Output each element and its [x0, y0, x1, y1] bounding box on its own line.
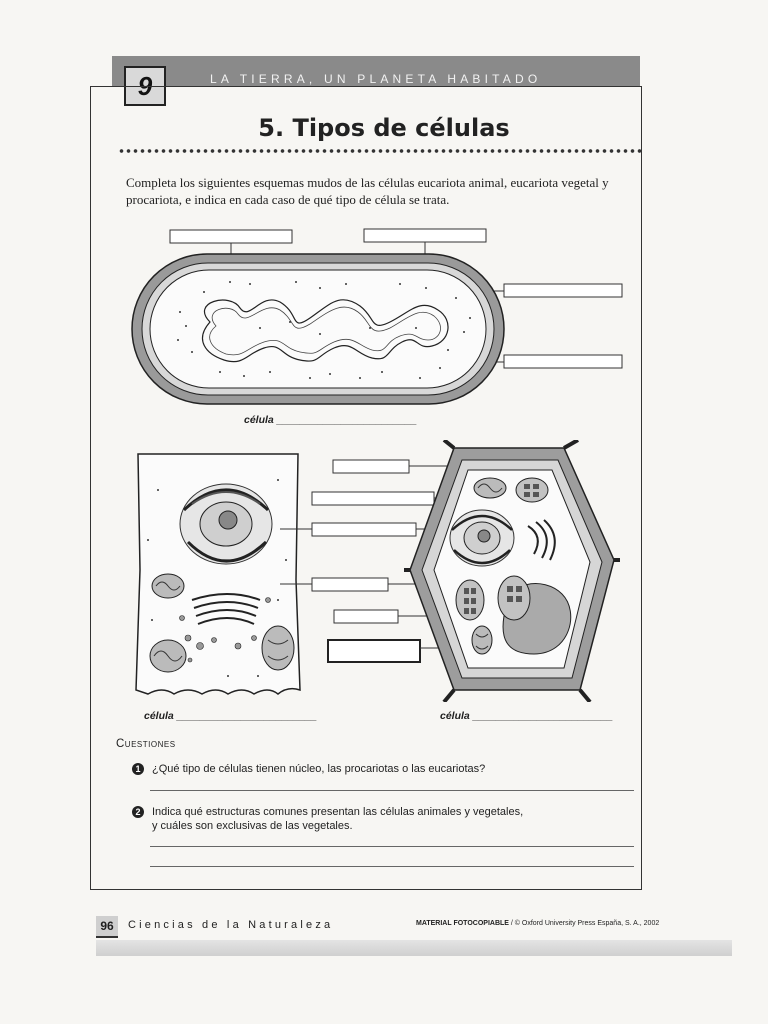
label-box-1[interactable] — [170, 230, 292, 243]
book-title: Ciencias de la Naturaleza — [128, 919, 334, 931]
worksheet-title: 5. Tipos de células — [258, 114, 510, 142]
question-2-text-line1: Indica qué estructuras comunes presentan las células animales y vegetales, — [152, 806, 524, 818]
answer-line-2[interactable] — [150, 846, 634, 847]
question-2 — [132, 805, 523, 833]
question-1 — [132, 762, 485, 776]
label-box-2[interactable] — [364, 229, 486, 242]
cuestiones-heading: Cuestiones — [116, 738, 176, 750]
answer-line-3[interactable] — [150, 866, 634, 867]
chapter-number: 9 — [137, 70, 153, 101]
dotted-divider — [118, 148, 642, 154]
answer-line-1[interactable] — [150, 790, 634, 791]
prokaryote-cell-diagram — [120, 222, 640, 412]
prokaryote-cell-type-label: célula ________________________ — [244, 414, 417, 426]
label-box-8[interactable] — [312, 578, 388, 591]
animal-cell-type-label: célula ________________________ — [144, 710, 317, 722]
instructions-text: Completa los siguientes esquemas mudos de las células eucariota animal, eucariota vegetal y procariota, e indica en cada caso de qué tipo de célula se trata. — [126, 175, 609, 207]
question-2-text-line2: y cuáles son exclusivas de las vegetales. — [152, 820, 353, 832]
chapter-title: LA TIERRA, UN PLANETA HABITADO — [210, 72, 542, 86]
plant-cell-type-label: célula ________________________ — [440, 710, 613, 722]
question-1-text: ¿Qué tipo de células tienen núcleo, las procariotas o las eucariotas? — [152, 763, 486, 775]
label-box-7[interactable] — [312, 523, 416, 536]
footer-rule — [96, 940, 732, 956]
label-box-5[interactable] — [333, 460, 409, 473]
label-box-3[interactable] — [504, 284, 622, 297]
question-2-number: 2 — [132, 806, 144, 818]
plant-cell-diagram — [404, 440, 620, 702]
label-box-9[interactable] — [334, 610, 398, 623]
label-box-4[interactable] — [504, 355, 622, 368]
question-1-number: 1 — [132, 763, 144, 775]
page-number: 96 — [96, 916, 118, 938]
copyright-credit: MATERIAL FOTOCOPIABLE / © Oxford University Press España, S. A., 2002 — [416, 920, 660, 927]
